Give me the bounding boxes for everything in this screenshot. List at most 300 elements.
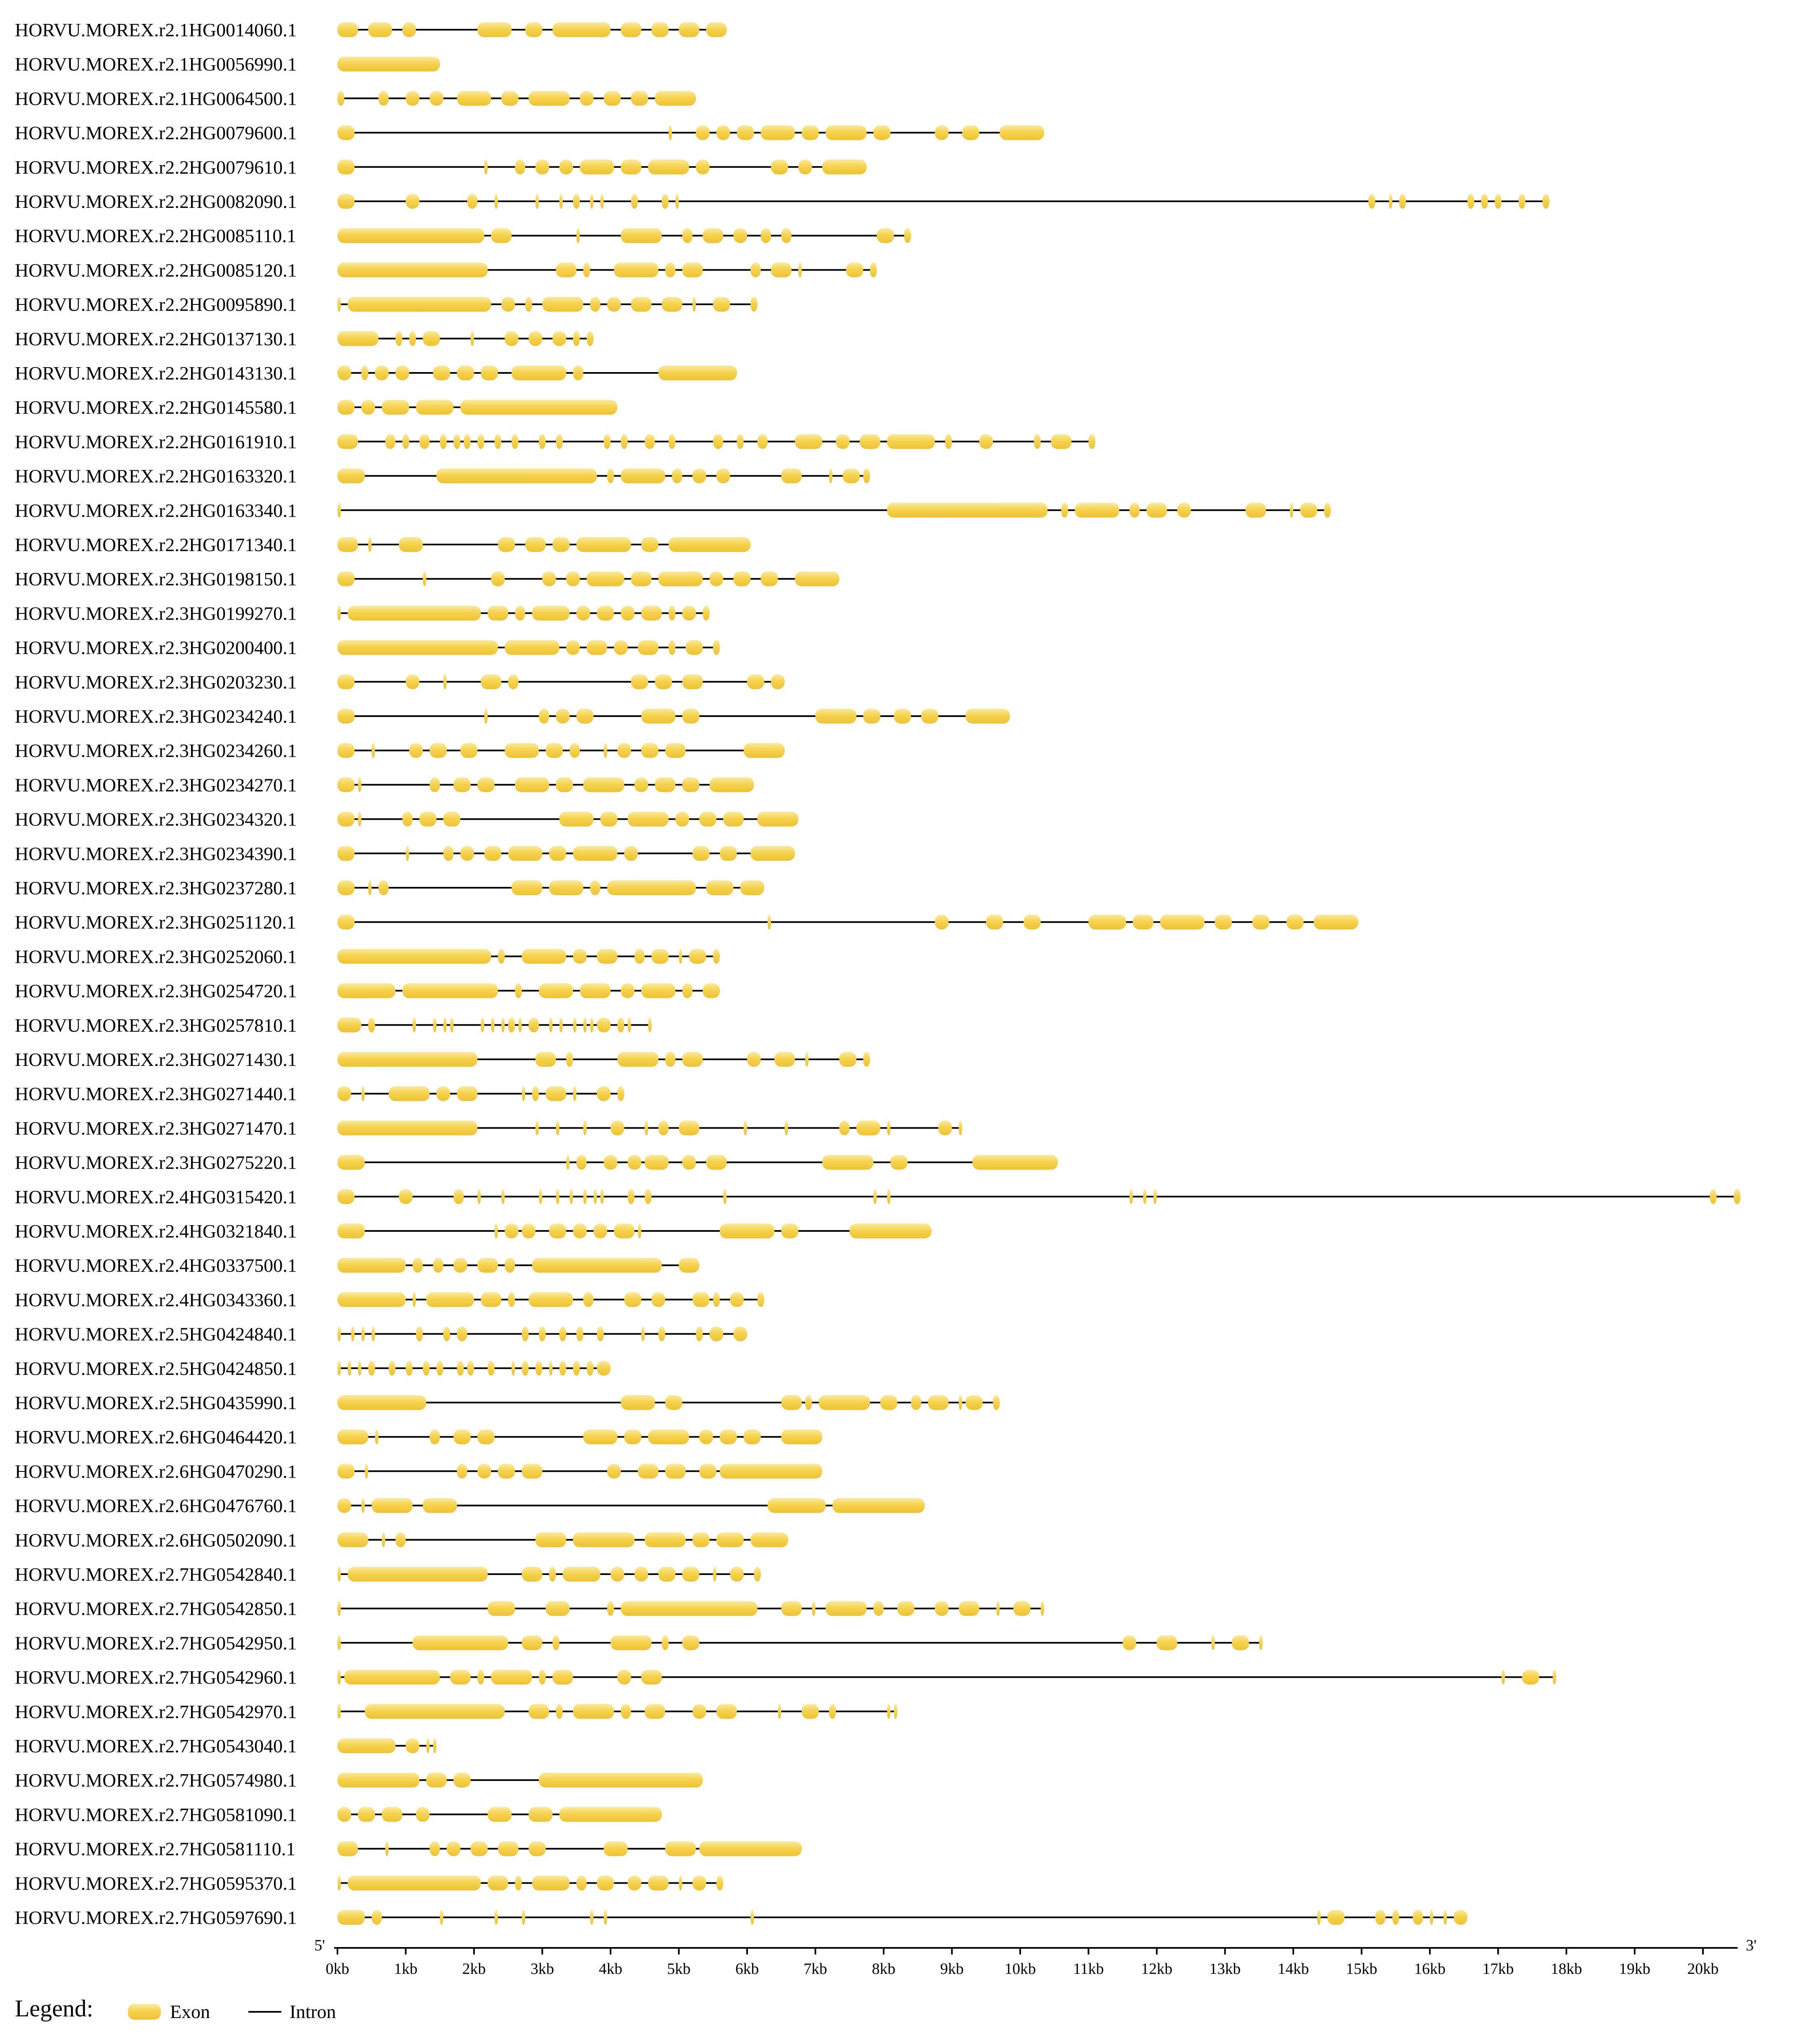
- exon: [402, 983, 498, 998]
- x-tick-label: 15kb: [1346, 1960, 1377, 1978]
- exon: [798, 262, 802, 277]
- gene-label: HORVU.MOREX.r2.3HG0257810.1: [15, 1014, 297, 1036]
- exon: [522, 1086, 525, 1101]
- exon: [618, 1018, 625, 1033]
- exon: [399, 537, 423, 552]
- exon: [897, 1601, 914, 1616]
- exon: [921, 709, 938, 724]
- exon: [505, 743, 539, 758]
- gene-row: [15, 123, 1044, 144]
- exon: [498, 1841, 519, 1856]
- exon: [443, 674, 447, 689]
- exon: [1034, 434, 1041, 449]
- exon: [607, 469, 614, 483]
- exon: [1013, 1601, 1030, 1616]
- gene-label: HORVU.MOREX.r2.3HG0271440.1: [15, 1083, 297, 1105]
- exon: [528, 1807, 552, 1822]
- x-tick-label: 8kb: [872, 1960, 896, 1978]
- exon: [477, 434, 484, 449]
- exon: [495, 1910, 498, 1925]
- exon: [429, 743, 446, 758]
- exon: [505, 331, 518, 346]
- exon: [495, 1224, 498, 1238]
- exon: [549, 1567, 556, 1582]
- exon: [771, 160, 788, 174]
- gene-label: HORVU.MOREX.r2.3HG0203230.1: [15, 671, 297, 693]
- legend-exon-swatch: [128, 2004, 161, 2020]
- exon: [891, 1155, 908, 1170]
- exon: [686, 640, 703, 655]
- exon: [583, 1120, 587, 1135]
- exon: [348, 297, 491, 312]
- exon: [368, 1018, 375, 1033]
- gene-label: HORVU.MOREX.r2.2HG0137130.1: [15, 328, 297, 349]
- exon: [457, 1327, 467, 1341]
- gene-row: [15, 500, 1331, 521]
- gene-row: [15, 1667, 1556, 1688]
- gene-row: [15, 1770, 703, 1791]
- gene-row: [15, 1907, 1467, 1928]
- exon: [559, 160, 573, 174]
- exon: [337, 983, 396, 998]
- gene-row: [15, 1873, 723, 1894]
- x-tick-label: 17kb: [1482, 1960, 1514, 1978]
- exon: [365, 1464, 368, 1478]
- exon: [781, 1601, 802, 1616]
- gene-row: [15, 88, 696, 109]
- exon: [816, 709, 856, 724]
- exon: [361, 365, 368, 380]
- exon: [1399, 194, 1406, 209]
- exon: [771, 674, 785, 689]
- exon: [887, 1120, 890, 1135]
- exon: [621, 228, 662, 243]
- exon: [648, 1429, 689, 1444]
- x-tick-label: 0kb: [325, 1960, 349, 1978]
- exon: [337, 365, 351, 380]
- exon: [396, 331, 403, 346]
- exon: [1710, 1189, 1717, 1204]
- exon: [573, 1704, 614, 1719]
- exon: [440, 434, 447, 449]
- exon: [337, 777, 354, 792]
- exon: [396, 365, 409, 380]
- exon: [641, 709, 675, 724]
- exon: [757, 434, 768, 449]
- exon: [337, 1704, 341, 1719]
- exon: [566, 1052, 573, 1067]
- exon: [542, 297, 583, 312]
- gene-label: HORVU.MOREX.r2.3HG0198150.1: [15, 568, 297, 590]
- exon: [1481, 194, 1488, 209]
- exon: [641, 743, 658, 758]
- exon: [583, 1189, 587, 1204]
- exon: [491, 571, 505, 586]
- gene-row: [15, 1221, 932, 1242]
- legend-title: Legend:: [15, 1995, 94, 2022]
- gene-label: HORVU.MOREX.r2.2HG0171340.1: [15, 534, 297, 555]
- exon: [996, 1601, 1000, 1616]
- exon: [621, 160, 641, 174]
- exon: [696, 160, 710, 174]
- gene-row: [15, 294, 757, 315]
- exon: [614, 1224, 634, 1238]
- exon: [1430, 1910, 1433, 1925]
- exon: [467, 194, 477, 209]
- exon: [744, 1120, 747, 1135]
- exon: [337, 1018, 361, 1033]
- exon: [576, 537, 631, 552]
- exon: [522, 1224, 535, 1238]
- exon: [634, 949, 645, 964]
- exon: [508, 1292, 515, 1307]
- exon: [1733, 1189, 1740, 1204]
- exon: [1259, 1635, 1262, 1650]
- gene-label: HORVU.MOREX.r2.2HG0082090.1: [15, 191, 297, 212]
- exon: [737, 434, 744, 449]
- gene-row: [15, 1839, 802, 1860]
- exon: [481, 1292, 502, 1307]
- exon: [717, 1532, 744, 1547]
- exon: [781, 228, 792, 243]
- gene-label: HORVU.MOREX.r2.7HG0581090.1: [15, 1804, 297, 1825]
- exon: [658, 1327, 665, 1341]
- exon: [597, 1086, 611, 1101]
- exon: [423, 1498, 457, 1513]
- exon: [337, 160, 354, 174]
- exon: [348, 1361, 351, 1376]
- exon: [471, 1841, 488, 1856]
- gene-label: HORVU.MOREX.r2.2HG0079610.1: [15, 156, 297, 178]
- exon: [631, 674, 648, 689]
- exon: [665, 743, 686, 758]
- gene-label: HORVU.MOREX.r2.5HG0435990.1: [15, 1392, 297, 1413]
- gene-row: [15, 1152, 1058, 1173]
- exon: [713, 640, 720, 655]
- exon: [528, 331, 542, 346]
- exon: [795, 571, 840, 586]
- exon: [423, 331, 440, 346]
- exon: [573, 1018, 576, 1033]
- exon: [839, 1052, 856, 1067]
- exon: [750, 262, 761, 277]
- exon: [573, 331, 580, 346]
- exon: [580, 983, 611, 998]
- exon: [501, 1018, 505, 1033]
- exon: [1375, 1910, 1386, 1925]
- exon: [750, 297, 757, 312]
- gene-label: HORVU.MOREX.r2.7HG0542970.1: [15, 1701, 297, 1722]
- exon: [552, 1670, 573, 1685]
- exon: [689, 949, 706, 964]
- exon: [528, 1841, 545, 1856]
- exon: [645, 434, 655, 449]
- exon: [1495, 194, 1502, 209]
- exon: [863, 469, 870, 483]
- exon: [1061, 503, 1068, 518]
- exon: [528, 1292, 573, 1307]
- exon: [477, 22, 512, 37]
- x-tick-label: 19kb: [1619, 1960, 1651, 1978]
- gene-row: [15, 809, 798, 830]
- exon: [337, 1189, 354, 1204]
- exon: [604, 1841, 627, 1856]
- exon: [778, 1704, 781, 1719]
- exon: [372, 1327, 375, 1341]
- exon: [621, 1601, 757, 1616]
- exon: [679, 1876, 682, 1891]
- exon: [627, 1189, 634, 1204]
- exon: [337, 1567, 341, 1582]
- exon: [733, 228, 747, 243]
- exon: [549, 846, 566, 861]
- exon: [665, 1052, 675, 1067]
- exon: [761, 125, 795, 140]
- exon: [443, 846, 454, 861]
- exon: [525, 297, 532, 312]
- exon: [576, 709, 593, 724]
- exon: [491, 228, 512, 243]
- gene-row: [15, 912, 1358, 933]
- exon: [491, 1670, 532, 1685]
- exon: [406, 194, 420, 209]
- exon: [730, 1292, 744, 1307]
- exon: [481, 674, 502, 689]
- exon: [597, 1876, 614, 1891]
- exon: [693, 1292, 710, 1307]
- exon: [532, 1086, 539, 1101]
- exon: [638, 1224, 641, 1238]
- exon: [337, 1738, 396, 1753]
- exon: [774, 1052, 795, 1067]
- gene-row: [15, 843, 795, 864]
- exon: [429, 1841, 440, 1856]
- gene-label: HORVU.MOREX.r2.3HG0237280.1: [15, 877, 297, 898]
- exon: [566, 1155, 569, 1170]
- exon: [525, 22, 542, 37]
- exon: [477, 1189, 481, 1204]
- exon: [501, 91, 518, 106]
- gene-row: [15, 1015, 651, 1036]
- exon: [696, 125, 710, 140]
- exon: [522, 1910, 525, 1925]
- exon: [693, 1532, 710, 1547]
- exon: [1133, 915, 1153, 929]
- exon: [604, 743, 607, 758]
- x-tick-label: 18kb: [1551, 1960, 1582, 1978]
- exon: [429, 777, 440, 792]
- exon: [699, 1464, 716, 1478]
- gene-row: [15, 1735, 436, 1756]
- exon: [911, 1395, 921, 1410]
- exon: [781, 1224, 798, 1238]
- gene-label: HORVU.MOREX.r2.7HG0542960.1: [15, 1667, 297, 1688]
- exon: [717, 1704, 737, 1719]
- exon: [665, 1841, 696, 1856]
- exon: [556, 1704, 563, 1719]
- exon: [337, 812, 354, 827]
- exon: [802, 125, 818, 140]
- exon: [1089, 915, 1126, 929]
- exon: [508, 674, 519, 689]
- exon: [337, 1464, 354, 1478]
- exon: [887, 1189, 890, 1204]
- exon: [556, 262, 577, 277]
- exon: [611, 1120, 624, 1135]
- x-axis-ticks: [326, 1948, 1719, 1978]
- exon: [669, 606, 676, 620]
- exon: [627, 1018, 631, 1033]
- exon: [453, 1258, 467, 1273]
- exon: [498, 949, 505, 964]
- exon: [655, 91, 696, 106]
- exon: [539, 1327, 546, 1341]
- gene-label: HORVU.MOREX.r2.7HG0595370.1: [15, 1872, 297, 1894]
- exon: [706, 880, 733, 895]
- exon: [641, 537, 658, 552]
- exon: [528, 1018, 539, 1033]
- exon: [539, 983, 573, 998]
- exon: [870, 262, 877, 277]
- exon: [600, 1189, 604, 1204]
- exon: [522, 949, 566, 964]
- exon: [1041, 1601, 1044, 1616]
- gene-row: [15, 946, 720, 967]
- exon: [337, 846, 354, 861]
- exon: [495, 194, 498, 209]
- exon: [1413, 1910, 1423, 1925]
- exon: [337, 434, 358, 449]
- exon: [515, 160, 525, 174]
- exon: [754, 1567, 761, 1582]
- exon: [573, 365, 583, 380]
- exon: [693, 469, 706, 483]
- exon: [337, 400, 354, 415]
- exon: [720, 1464, 822, 1478]
- exon: [703, 606, 710, 620]
- exon: [413, 1258, 423, 1273]
- exon: [679, 1258, 700, 1273]
- exon: [600, 194, 604, 209]
- exon: [836, 434, 849, 449]
- exon: [682, 1567, 699, 1582]
- exon: [863, 709, 880, 724]
- exon: [337, 1670, 341, 1685]
- exon: [1454, 1910, 1467, 1925]
- exon: [583, 1429, 618, 1444]
- exon: [1252, 915, 1269, 929]
- x-tick-label: 12kb: [1141, 1960, 1172, 1978]
- exon: [1542, 194, 1549, 209]
- exon: [406, 91, 420, 106]
- exon: [587, 331, 594, 346]
- exon: [717, 469, 730, 483]
- exon: [1000, 125, 1044, 140]
- exon: [651, 1292, 665, 1307]
- exon: [488, 606, 508, 620]
- exon: [549, 1018, 552, 1033]
- gene-label: HORVU.MOREX.r2.1HG0064500.1: [15, 88, 297, 109]
- exon: [1389, 194, 1392, 209]
- exon: [682, 606, 696, 620]
- exon: [515, 777, 549, 792]
- exon: [1051, 434, 1071, 449]
- gene-label: HORVU.MOREX.r2.3HG0234390.1: [15, 843, 297, 864]
- exon: [450, 1670, 471, 1685]
- gene-label: HORVU.MOREX.r2.7HG0581110.1: [15, 1838, 296, 1860]
- exon: [703, 228, 723, 243]
- exon: [607, 297, 621, 312]
- exon: [621, 1395, 655, 1410]
- exon: [665, 1395, 682, 1410]
- exon: [655, 777, 676, 792]
- exon: [559, 812, 594, 827]
- gene-label: HORVU.MOREX.r2.3HG0252060.1: [15, 946, 297, 967]
- exon: [1519, 194, 1526, 209]
- exon: [337, 571, 354, 586]
- gene-row: [15, 1701, 897, 1722]
- exon: [611, 1635, 651, 1650]
- exon: [928, 1395, 949, 1410]
- exon: [368, 22, 392, 37]
- exon: [535, 1532, 566, 1547]
- exon: [669, 125, 672, 140]
- gene-label: HORVU.MOREX.r2.7HG0542950.1: [15, 1632, 297, 1654]
- exon: [597, 1327, 604, 1341]
- gene-label: HORVU.MOREX.r2.1HG0014060.1: [15, 19, 297, 40]
- exon: [573, 1086, 576, 1101]
- gene-label: HORVU.MOREX.r2.2HG0085110.1: [15, 225, 297, 247]
- exon: [532, 1876, 570, 1891]
- exon: [631, 571, 652, 586]
- gene-label: HORVU.MOREX.r2.4HG0337500.1: [15, 1255, 297, 1276]
- x-axis: [314, 1937, 1757, 1978]
- exon: [416, 1327, 423, 1341]
- exon: [747, 1052, 761, 1067]
- exon: [528, 1704, 549, 1719]
- exon: [829, 469, 832, 483]
- exon: [546, 1086, 566, 1101]
- exon: [669, 537, 751, 552]
- exon: [337, 1841, 358, 1856]
- gene-label: HORVU.MOREX.r2.4HG0343360.1: [15, 1289, 297, 1311]
- gene-label: HORVU.MOREX.r2.3HG0234260.1: [15, 740, 297, 761]
- exon: [720, 846, 737, 861]
- exon: [498, 1464, 515, 1478]
- exon: [1368, 194, 1375, 209]
- gene-row: [15, 363, 737, 384]
- exon: [645, 1532, 686, 1547]
- exon: [337, 503, 341, 518]
- exon: [723, 812, 744, 827]
- exon: [378, 880, 389, 895]
- gene-row: [15, 706, 1010, 727]
- exon: [805, 1395, 812, 1410]
- exon: [549, 880, 583, 895]
- gene-row: [15, 1358, 611, 1379]
- exon: [641, 606, 662, 620]
- gene-label: HORVU.MOREX.r2.7HG0597690.1: [15, 1907, 297, 1928]
- gene-label: HORVU.MOREX.r2.3HG0199270.1: [15, 603, 297, 624]
- exon: [843, 469, 860, 483]
- exon: [607, 1464, 621, 1478]
- x-tick-label: 10kb: [1005, 1960, 1036, 1978]
- exon: [710, 1327, 723, 1341]
- exon: [337, 331, 378, 346]
- exon: [723, 1189, 726, 1204]
- exon: [337, 1635, 341, 1650]
- exon: [457, 1361, 464, 1376]
